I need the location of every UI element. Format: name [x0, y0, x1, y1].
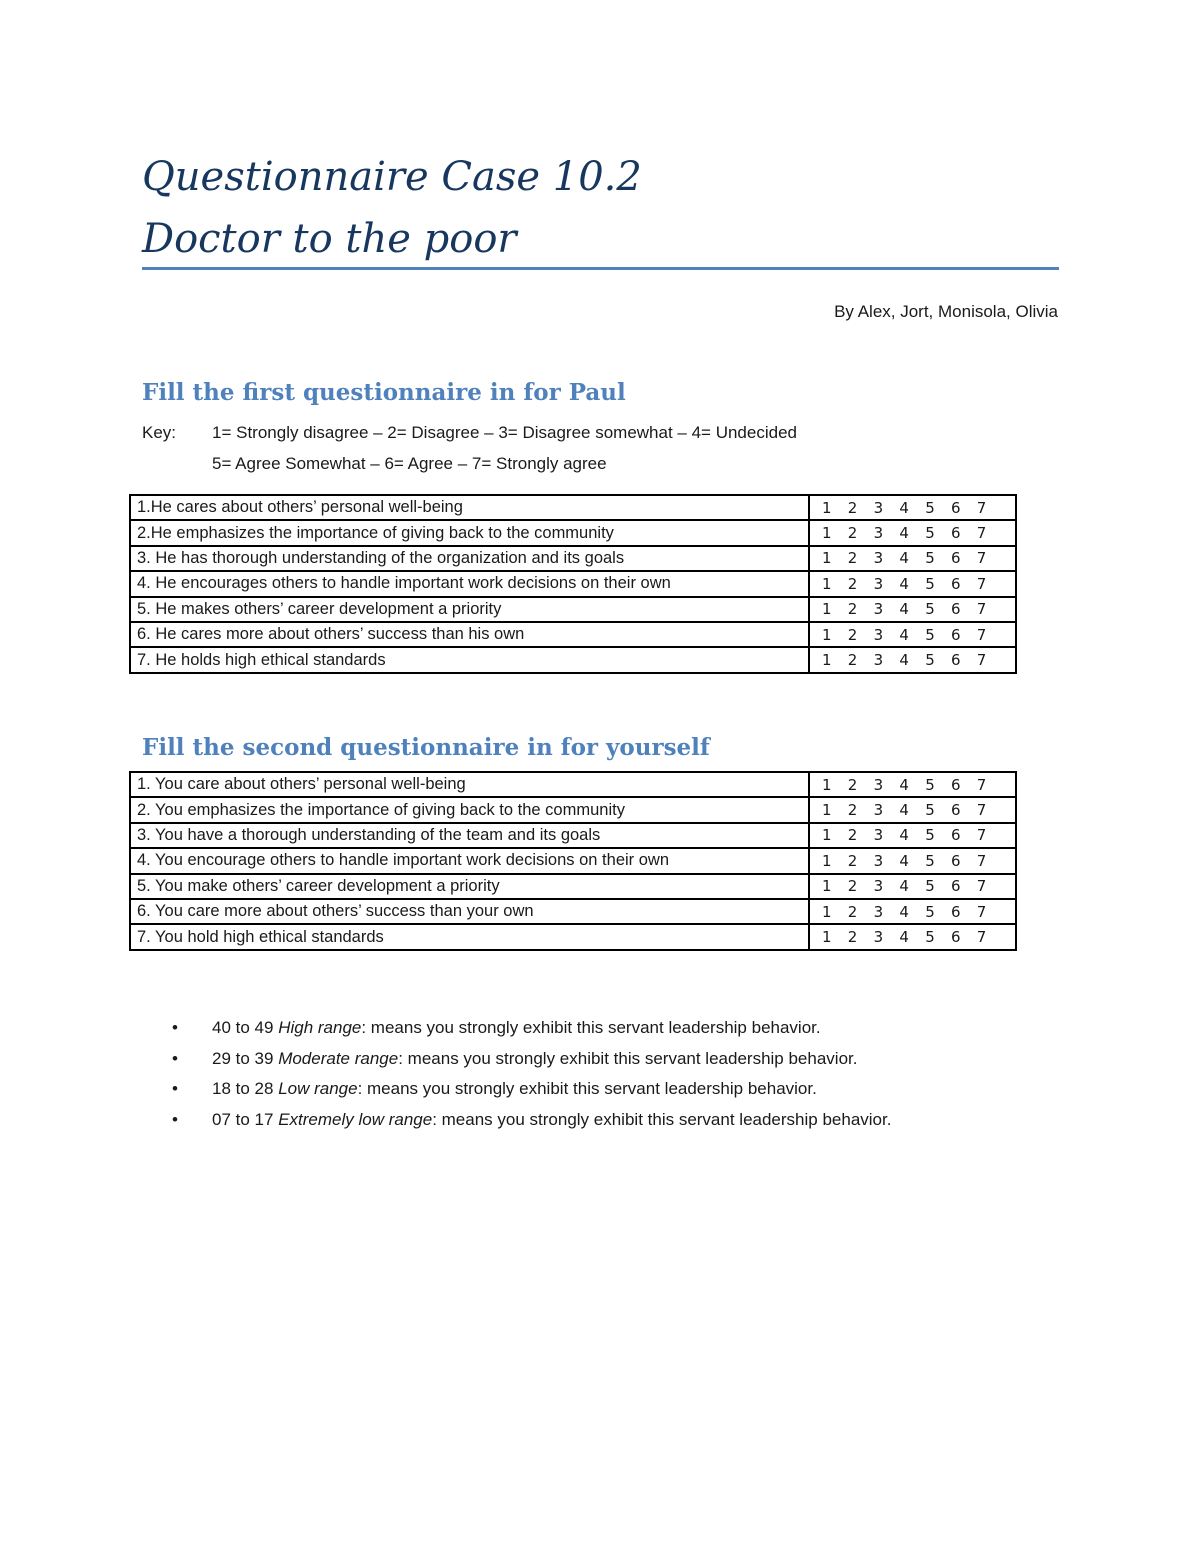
range-name: Extremely low range — [278, 1109, 433, 1129]
scale-option-1[interactable]: 1 — [822, 902, 832, 921]
scale-option-1[interactable]: 1 — [822, 625, 832, 644]
scale-option-2[interactable]: 2 — [847, 928, 858, 947]
bullet-icon: • — [172, 1109, 178, 1129]
scale-cell[interactable] — [809, 571, 1016, 596]
scale-option-6[interactable]: 6 — [950, 600, 961, 619]
scale-option-6[interactable]: 6 — [950, 851, 961, 870]
list-item — [172, 1074, 891, 1105]
range-name: Moderate range — [278, 1048, 399, 1068]
scale-option-2[interactable]: 2 — [847, 651, 858, 670]
range-span: 18 to 28 — [212, 1079, 274, 1099]
scale-option-5[interactable]: 5 — [925, 877, 935, 896]
table-row — [130, 546, 1016, 571]
scale-option-6[interactable]: 6 — [950, 625, 961, 644]
scale-option-4[interactable]: 4 — [899, 775, 909, 794]
scale-option-2[interactable]: 2 — [847, 877, 858, 896]
scale-option-5[interactable]: 5 — [925, 498, 935, 517]
scale-option-3[interactable]: 3 — [873, 498, 884, 517]
table-row — [130, 823, 1016, 848]
statement-cell: 7. You hold high ethical standards — [130, 924, 809, 949]
scale-option-6[interactable]: 6 — [950, 574, 961, 593]
scale-option-6[interactable]: 6 — [950, 877, 961, 896]
scale-option-5[interactable]: 5 — [925, 600, 935, 619]
scale-option-3[interactable]: 3 — [873, 574, 884, 593]
list-item — [172, 1013, 891, 1044]
statement-cell: 5. You make others’ career development a priority — [130, 874, 809, 899]
scale-cell[interactable] — [809, 495, 1016, 520]
scale-option-7[interactable]: 7 — [976, 524, 987, 543]
scale-option-4[interactable]: 4 — [899, 498, 909, 517]
table-row — [130, 874, 1016, 899]
document-title — [142, 146, 642, 270]
scale-option-5[interactable]: 5 — [925, 928, 935, 947]
scale-option-2[interactable]: 2 — [847, 498, 858, 517]
section2-heading: Fill the second questionnaire in for yourself — [142, 734, 710, 761]
scale-option-1[interactable]: 1 — [822, 775, 832, 794]
scale-option-5[interactable]: 5 — [925, 524, 935, 543]
scale-option-7[interactable]: 7 — [976, 826, 987, 845]
scale-option-5[interactable]: 5 — [925, 625, 935, 644]
scale-option-4[interactable]: 4 — [899, 600, 909, 619]
scale-option-7[interactable]: 7 — [976, 600, 987, 619]
scale-option-2[interactable]: 2 — [847, 524, 858, 543]
scale-option-4[interactable]: 4 — [899, 801, 909, 820]
scale-option-7[interactable]: 7 — [976, 851, 987, 870]
scale-option-4[interactable]: 4 — [899, 851, 909, 870]
scale-option-1[interactable]: 1 — [822, 801, 832, 820]
rating-key — [142, 417, 797, 479]
scale-option-6[interactable]: 6 — [950, 928, 961, 947]
scale-option-4[interactable]: 4 — [899, 549, 909, 568]
scale-option-1[interactable]: 1 — [822, 524, 832, 543]
scale-cell[interactable] — [809, 520, 1016, 545]
bullet-icon: • — [172, 1079, 178, 1099]
scale-option-3[interactable]: 3 — [873, 524, 884, 543]
scale-option-6[interactable]: 6 — [950, 524, 961, 543]
title-line-1: Questionnaire Case 10.2 — [142, 154, 642, 200]
statement-cell: 2.He emphasizes the importance of giving back to the community — [130, 520, 809, 545]
scale-option-5[interactable]: 5 — [925, 651, 935, 670]
list-item — [172, 1044, 891, 1075]
scale-cell[interactable] — [809, 597, 1016, 622]
scale-option-7[interactable]: 7 — [976, 549, 987, 568]
scale-cell[interactable] — [809, 899, 1016, 924]
scale-cell[interactable] — [809, 823, 1016, 848]
table-row — [130, 571, 1016, 596]
scale-option-5[interactable]: 5 — [925, 775, 935, 794]
scale-option-6[interactable]: 6 — [950, 801, 961, 820]
range-desc: : means you strongly exhibit this servant leadership behavior. — [398, 1048, 858, 1068]
range-name: High range — [278, 1018, 362, 1038]
scale-option-2[interactable]: 2 — [847, 600, 858, 619]
questionnaire-paul-body — [130, 495, 1016, 673]
scale-option-2[interactable]: 2 — [847, 826, 858, 845]
scale-option-7[interactable]: 7 — [976, 651, 987, 670]
scale-option-7[interactable]: 7 — [976, 801, 987, 820]
statement-cell: 1. You care about others’ personal well-being — [130, 772, 809, 797]
scale-option-1[interactable]: 1 — [822, 549, 832, 568]
table-row — [130, 797, 1016, 822]
scale-option-5[interactable]: 5 — [925, 549, 935, 568]
scale-option-4[interactable]: 4 — [899, 574, 909, 593]
scale-option-7[interactable]: 7 — [976, 498, 987, 517]
scale-option-4[interactable]: 4 — [899, 902, 909, 921]
questionnaire-self-body — [130, 772, 1016, 950]
scale-option-1[interactable]: 1 — [822, 600, 832, 619]
scale-cell[interactable] — [809, 647, 1016, 672]
scale-option-2[interactable]: 2 — [847, 549, 858, 568]
statement-cell: 3. He has thorough understanding of the organization and its goals — [130, 546, 809, 571]
scale-option-7[interactable]: 7 — [976, 877, 987, 896]
scale-option-1[interactable]: 1 — [822, 877, 832, 896]
statement-cell: 4. You encourage others to handle important work decisions on their own — [130, 848, 809, 873]
table-row — [130, 899, 1016, 924]
scale-option-5[interactable]: 5 — [925, 574, 935, 593]
scale-option-3[interactable]: 3 — [873, 928, 884, 947]
score-ranges-list — [172, 1013, 891, 1135]
scale-option-1[interactable]: 1 — [822, 498, 832, 517]
scale-option-2[interactable]: 2 — [847, 574, 858, 593]
table-row — [130, 772, 1016, 797]
table-row — [130, 495, 1016, 520]
scale-option-3[interactable]: 3 — [873, 801, 884, 820]
scale-option-3[interactable]: 3 — [873, 549, 884, 568]
bullet-icon: • — [172, 1048, 178, 1068]
title-divider — [142, 267, 1059, 270]
range-span: 40 to 49 — [212, 1018, 274, 1038]
range-desc: : means you strongly exhibit this servant leadership behavior. — [361, 1018, 821, 1038]
range-span: 29 to 39 — [212, 1048, 274, 1068]
range-name: Low range — [278, 1079, 358, 1099]
scale-option-6[interactable]: 6 — [950, 651, 961, 670]
scale-cell[interactable] — [809, 797, 1016, 822]
scale-option-7[interactable]: 7 — [976, 902, 987, 921]
list-item — [172, 1105, 891, 1136]
section1-heading: Fill the first questionnaire in for Paul — [142, 379, 626, 406]
scale-option-6[interactable]: 6 — [950, 775, 961, 794]
scale-cell[interactable] — [809, 848, 1016, 873]
table-row — [130, 647, 1016, 672]
scale-option-1[interactable]: 1 — [822, 826, 832, 845]
scale-option-5[interactable]: 5 — [925, 801, 935, 820]
scale-option-3[interactable]: 3 — [873, 851, 884, 870]
scale-option-4[interactable]: 4 — [899, 826, 909, 845]
scale-option-5[interactable]: 5 — [925, 902, 935, 921]
table-row — [130, 520, 1016, 545]
scale-option-6[interactable]: 6 — [950, 498, 961, 517]
statement-cell: 4. He encourages others to handle important work decisions on their own — [130, 571, 809, 596]
scale-option-4[interactable]: 4 — [899, 625, 909, 644]
key-line-2: 5= Agree Somewhat – 6= Agree – 7= Strongly agree — [212, 454, 607, 473]
scale-option-5[interactable]: 5 — [925, 826, 935, 845]
scale-option-4[interactable]: 4 — [899, 651, 909, 670]
scale-option-2[interactable]: 2 — [847, 801, 858, 820]
statement-cell: 5. He makes others’ career development a priority — [130, 597, 809, 622]
scale-option-6[interactable]: 6 — [950, 902, 961, 921]
authors-line: By Alex, Jort, Monisola, Olivia — [834, 302, 1058, 321]
scale-option-1[interactable]: 1 — [822, 851, 832, 870]
title-line-2: Doctor to the poor — [142, 216, 517, 262]
statement-cell: 2. You emphasizes the importance of giving back to the community — [130, 797, 809, 822]
statement-cell: 3. You have a thorough understanding of the team and its goals — [130, 823, 809, 848]
scale-option-2[interactable]: 2 — [847, 851, 858, 870]
scale-option-7[interactable]: 7 — [976, 574, 987, 593]
table-row — [130, 924, 1016, 949]
table-row — [130, 848, 1016, 873]
scale-option-2[interactable]: 2 — [847, 625, 858, 644]
scale-option-3[interactable]: 3 — [873, 651, 884, 670]
table-row — [130, 622, 1016, 647]
scale-option-7[interactable]: 7 — [976, 775, 987, 794]
scale-option-4[interactable]: 4 — [899, 877, 909, 896]
scale-option-6[interactable]: 6 — [950, 826, 961, 845]
scale-option-7[interactable]: 7 — [976, 928, 987, 947]
statement-cell: 1.He cares about others’ personal well-being — [130, 495, 809, 520]
table-row — [130, 597, 1016, 622]
scale-option-4[interactable]: 4 — [899, 928, 909, 947]
statement-cell: 6. He cares more about others’ success than his own — [130, 622, 809, 647]
range-span: 07 to 17 — [212, 1109, 274, 1129]
scale-option-3[interactable]: 3 — [873, 625, 884, 644]
scale-option-1[interactable]: 1 — [822, 574, 832, 593]
questionnaire-paul-table — [129, 494, 1017, 674]
range-desc: : means you strongly exhibit this servant leadership behavior. — [357, 1079, 817, 1099]
statement-cell: 7. He holds high ethical standards — [130, 647, 809, 672]
scale-option-2[interactable]: 2 — [847, 775, 858, 794]
statement-cell: 6. You care more about others’ success than your own — [130, 899, 809, 924]
scale-option-1[interactable]: 1 — [822, 928, 832, 947]
scale-option-7[interactable]: 7 — [976, 625, 987, 644]
key-line-1: 1= Strongly disagree – 2= Disagree – 3= Disagree somewhat – 4= Undecided — [212, 423, 797, 442]
scale-option-3[interactable]: 3 — [873, 775, 884, 794]
scale-cell[interactable] — [809, 622, 1016, 647]
key-label: Key: — [142, 423, 177, 442]
scale-cell[interactable] — [809, 874, 1016, 899]
scale-option-1[interactable]: 1 — [822, 651, 832, 670]
scale-option-3[interactable]: 3 — [873, 902, 884, 921]
scale-option-5[interactable]: 5 — [925, 851, 935, 870]
scale-option-3[interactable]: 3 — [873, 600, 884, 619]
scale-cell[interactable] — [809, 546, 1016, 571]
scale-cell[interactable] — [809, 772, 1016, 797]
bullet-icon: • — [172, 1018, 178, 1038]
range-desc: : means you strongly exhibit this servant leadership behavior. — [432, 1109, 892, 1129]
scale-option-2[interactable]: 2 — [847, 902, 858, 921]
scale-option-4[interactable]: 4 — [899, 524, 909, 543]
scale-option-3[interactable]: 3 — [873, 877, 884, 896]
scale-option-6[interactable]: 6 — [950, 549, 961, 568]
questionnaire-self-table — [129, 771, 1017, 951]
scale-cell[interactable] — [809, 924, 1016, 949]
scale-option-3[interactable]: 3 — [873, 826, 884, 845]
